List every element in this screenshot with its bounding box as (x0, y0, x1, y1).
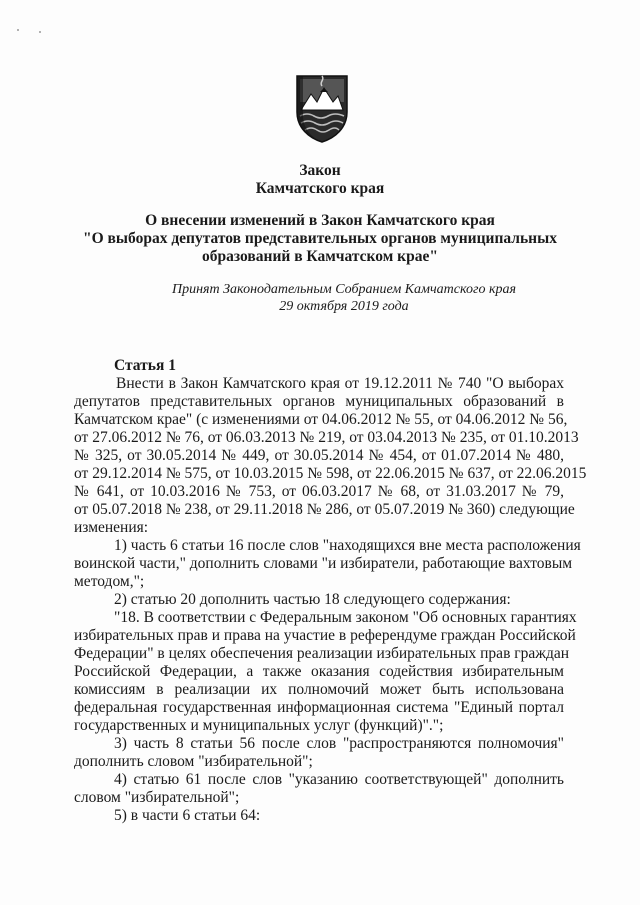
article-line: Камчатском крае" (с изменениями от 04.06.2012 № 55, от 04.06.2012 № 56, (74, 411, 568, 428)
quoted-paragraph: Федерации" в целях обеспечения реализации избирательных прав граждан (74, 645, 570, 662)
quoted-paragraph: федеральная государственная информационная система "Единый портал (74, 699, 564, 716)
amendment-title-line-2: "О выборах депутатов представительных органов муниципальных (83, 230, 557, 247)
law-title-region: Камчатского края (255, 180, 385, 197)
amendment-item-3: 3) часть 8 статьи 56 после слов "распространяются полномочия" (114, 735, 564, 752)
amendment-item-5: 5) в части 6 статьи 64: (114, 807, 261, 824)
amendment-item-3-cont: дополнить словом "избирательной"; (74, 753, 313, 770)
amendment-title (0, 212, 640, 266)
scan-speck (17, 29, 19, 31)
article-line: Внести в Закон Камчатского края от 19.12.2011 № 740 "О выборах (116, 375, 564, 392)
article-line: № 641, от 10.03.2016 № 753, от 06.03.2017 № 68, от 31.03.2017 № 79, (74, 483, 564, 500)
amendment-title-line-1: О внесении изменений в Закон Камчатского края (145, 212, 495, 229)
article-line: от 27.06.2012 № 76, от 06.03.2013 № 219, от 03.04.2013 № 235, от 01.10.2013 (74, 429, 579, 446)
amendment-title-line-3: образований в Камчатском крае" (202, 248, 438, 265)
adopted-by: Принят Законодательным Собранием Камчатского края (171, 282, 517, 297)
article-line: изменения: (74, 519, 149, 536)
quoted-paragraph: государственных и муниципальных услуг (функций)"."; (74, 717, 444, 734)
amendment-item-4: 4) статью 61 после слов "указанию соответствующей" дополнить (114, 771, 564, 788)
article-line: депутатов представительных органов муниципальных образований в (74, 393, 564, 410)
law-title (0, 162, 640, 198)
quoted-paragraph: комиссиям в реализации их полномочий может быть использована (74, 681, 564, 698)
amendment-item-1-cont: методом,"; (74, 573, 145, 590)
article-line: от 05.07.2018 № 238, от 29.11.2018 № 286, от 05.07.2019 № 360) следующие (74, 501, 575, 518)
adopted-date: 29 октября 2019 года (279, 299, 409, 314)
article-line: № 325, от 30.05.2014 № 449, от 30.05.2014 № 454, от 01.07.2014 № 480, (74, 447, 564, 464)
quoted-paragraph: Российской Федерации, а также оказания содействия избирательным (74, 663, 564, 680)
amendment-item-1-cont: воинской части," дополнить словами "и избиратели, работающие вахтовым (74, 555, 573, 572)
amendment-item-4-cont: словом "избирательной"; (74, 789, 240, 806)
kamchatka-coat-of-arms-icon (293, 72, 351, 144)
article-line: от 29.12.2014 № 575, от 10.03.2015 № 598, от 22.06.2015 № 637, от 22.06.2015 (74, 465, 587, 482)
law-title-line: Закон (299, 162, 341, 179)
quoted-paragraph: избирательных прав и права на участие в референдуме граждан Российской (74, 627, 576, 644)
scan-speck (39, 31, 41, 33)
article-title: Статья 1 (114, 357, 176, 374)
quoted-paragraph: "18. В соответствии с Федеральным законом "Об основных гарантиях (114, 609, 577, 626)
amendment-item-1: 1) часть 6 статьи 16 после слов "находящихся вне места расположения (114, 537, 581, 554)
amendment-item-2: 2) статью 20 дополнить частью 18 следующего содержания: (114, 591, 511, 608)
